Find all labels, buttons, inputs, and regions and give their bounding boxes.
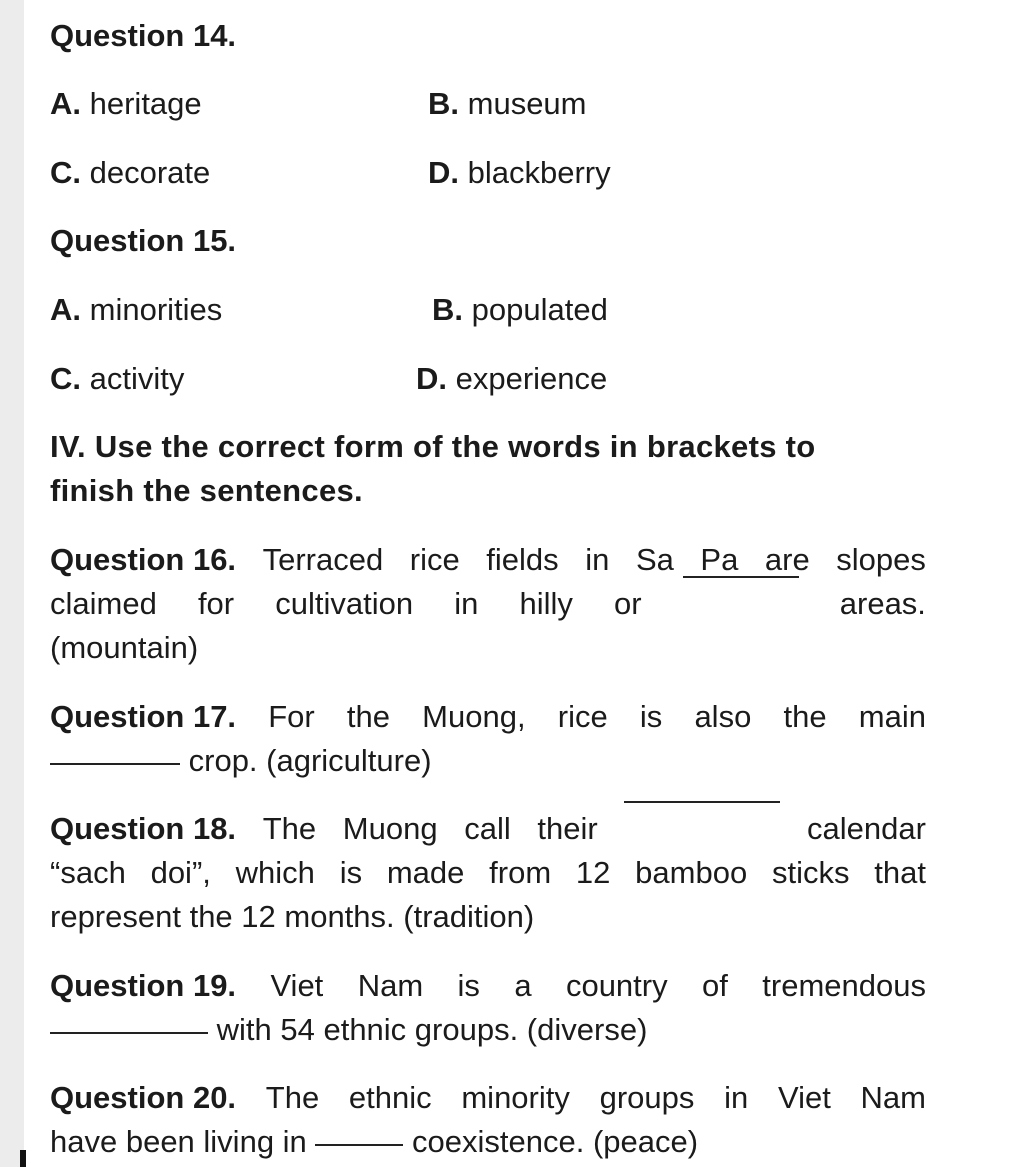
option-text: blackberry bbox=[467, 155, 611, 190]
q18-line-2 bbox=[50, 851, 926, 895]
word: rice bbox=[409, 542, 460, 577]
word: Muong, bbox=[422, 699, 526, 734]
option-text: minorities bbox=[89, 292, 223, 327]
section-iv-line-1 bbox=[50, 425, 926, 469]
option-text: activity bbox=[89, 361, 185, 396]
q19-label: Question 19. bbox=[50, 968, 237, 1003]
q14-option-c[interactable] bbox=[50, 151, 210, 195]
word: the bbox=[783, 699, 827, 734]
q17-line-2-text: crop. (agriculture) bbox=[188, 743, 432, 778]
word: is bbox=[457, 968, 480, 1003]
q16-answer-blank[interactable] bbox=[683, 576, 799, 578]
word: are bbox=[764, 542, 810, 577]
word: Sa bbox=[635, 542, 674, 577]
q20-answer-blank[interactable] bbox=[315, 1144, 403, 1146]
option-letter: D. bbox=[428, 155, 459, 190]
q14-option-a[interactable] bbox=[50, 82, 202, 126]
question-17 bbox=[50, 695, 926, 783]
question-20 bbox=[50, 1076, 926, 1164]
word: the bbox=[346, 699, 390, 734]
word: Viet bbox=[777, 1080, 831, 1115]
word: The bbox=[262, 811, 317, 846]
q19-line-1 bbox=[50, 964, 926, 1008]
word: from bbox=[489, 855, 552, 890]
word: sticks bbox=[771, 855, 850, 890]
option-text: decorate bbox=[89, 155, 211, 190]
word: The bbox=[265, 1080, 320, 1115]
word: in bbox=[724, 1080, 749, 1115]
word: a bbox=[514, 968, 532, 1003]
word: for bbox=[197, 586, 235, 621]
word: minority bbox=[461, 1080, 570, 1115]
q18-line-3: represent the 12 months. (tradition) bbox=[50, 899, 535, 934]
option-letter: C. bbox=[50, 361, 81, 396]
word: cultivation bbox=[275, 586, 414, 621]
q19-line-2-text: with 54 ethnic groups. (diverse) bbox=[216, 1012, 648, 1047]
word: that bbox=[874, 855, 926, 890]
q18-label: Question 18. bbox=[50, 811, 237, 846]
word: their bbox=[537, 811, 598, 846]
word: which bbox=[235, 855, 315, 890]
question-19 bbox=[50, 964, 926, 1052]
option-text: experience bbox=[455, 361, 608, 396]
page-edge-mark bbox=[20, 1150, 26, 1167]
q18-answer-blank[interactable] bbox=[624, 801, 780, 803]
word: areas. bbox=[839, 586, 926, 621]
word: “sach bbox=[50, 855, 126, 890]
q16-line-3: (mountain) bbox=[50, 630, 199, 665]
option-text: museum bbox=[467, 86, 587, 121]
q14-option-d[interactable] bbox=[428, 151, 611, 195]
q15-option-c[interactable] bbox=[50, 357, 184, 401]
word: claimed bbox=[50, 586, 157, 621]
section-iv-line-2: finish the sentences. bbox=[50, 473, 363, 508]
word: groups bbox=[599, 1080, 695, 1115]
word: country bbox=[565, 968, 668, 1003]
q15-option-b[interactable] bbox=[432, 288, 608, 332]
word: in bbox=[585, 542, 610, 577]
option-letter: A. bbox=[50, 86, 81, 121]
word: also bbox=[694, 699, 752, 734]
q15-option-d[interactable] bbox=[416, 357, 607, 401]
option-letter: D. bbox=[416, 361, 447, 396]
q17-line-1 bbox=[50, 695, 926, 739]
q17-answer-blank[interactable] bbox=[50, 763, 180, 765]
word: 12 bbox=[575, 855, 611, 890]
word: calendar bbox=[807, 811, 926, 846]
word: Pa bbox=[700, 542, 739, 577]
page-margin-strip bbox=[0, 0, 24, 1167]
q19-line-2 bbox=[50, 1008, 926, 1052]
question-14-title: Question 14. bbox=[50, 18, 237, 53]
q17-label: Question 17. bbox=[50, 699, 237, 734]
option-text: populated bbox=[471, 292, 608, 327]
word: fields bbox=[486, 542, 559, 577]
q20-line-1 bbox=[50, 1076, 926, 1120]
q20-line-2 bbox=[50, 1120, 926, 1164]
question-16 bbox=[50, 538, 926, 670]
q16-line-2 bbox=[50, 582, 926, 626]
option-letter: A. bbox=[50, 292, 81, 327]
word: rice bbox=[557, 699, 608, 734]
word: Terraced bbox=[262, 542, 384, 577]
section-iv-text-1: IV. Use the correct form of the words in brackets to bbox=[50, 429, 816, 464]
word: of bbox=[702, 968, 728, 1003]
q14-option-b[interactable] bbox=[428, 82, 587, 126]
section-iv-heading bbox=[50, 425, 926, 513]
word: in bbox=[454, 586, 479, 621]
word: For bbox=[268, 699, 315, 734]
word: Viet bbox=[270, 968, 324, 1003]
word: tremendous bbox=[762, 968, 926, 1003]
word: Nam bbox=[357, 968, 424, 1003]
question-18 bbox=[50, 807, 926, 939]
q15-option-a[interactable] bbox=[50, 288, 222, 332]
q20-label: Question 20. bbox=[50, 1080, 237, 1115]
q17-line-2 bbox=[50, 739, 926, 783]
word: doi”, bbox=[150, 855, 211, 890]
word: call bbox=[464, 811, 511, 846]
word: is bbox=[639, 699, 663, 734]
option-text: heritage bbox=[89, 86, 202, 121]
q19-answer-blank[interactable] bbox=[50, 1032, 208, 1034]
word: bamboo bbox=[635, 855, 748, 890]
q18-line-1 bbox=[50, 807, 926, 851]
word: or bbox=[613, 586, 642, 621]
q20-line-2-start: have been living in bbox=[50, 1124, 307, 1159]
question-15-title: Question 15. bbox=[50, 223, 237, 258]
option-letter: B. bbox=[432, 292, 463, 327]
word: made bbox=[386, 855, 465, 890]
q20-line-2-end: coexistence. (peace) bbox=[412, 1124, 699, 1159]
word: Nam bbox=[860, 1080, 926, 1115]
word: main bbox=[858, 699, 926, 734]
option-letter: B. bbox=[428, 86, 459, 121]
option-letter: C. bbox=[50, 155, 81, 190]
word: Muong bbox=[342, 811, 438, 846]
word: is bbox=[339, 855, 363, 890]
word: ethnic bbox=[348, 1080, 432, 1115]
word: hilly bbox=[519, 586, 573, 621]
word: slopes bbox=[836, 542, 926, 577]
q16-label: Question 16. bbox=[50, 542, 237, 577]
